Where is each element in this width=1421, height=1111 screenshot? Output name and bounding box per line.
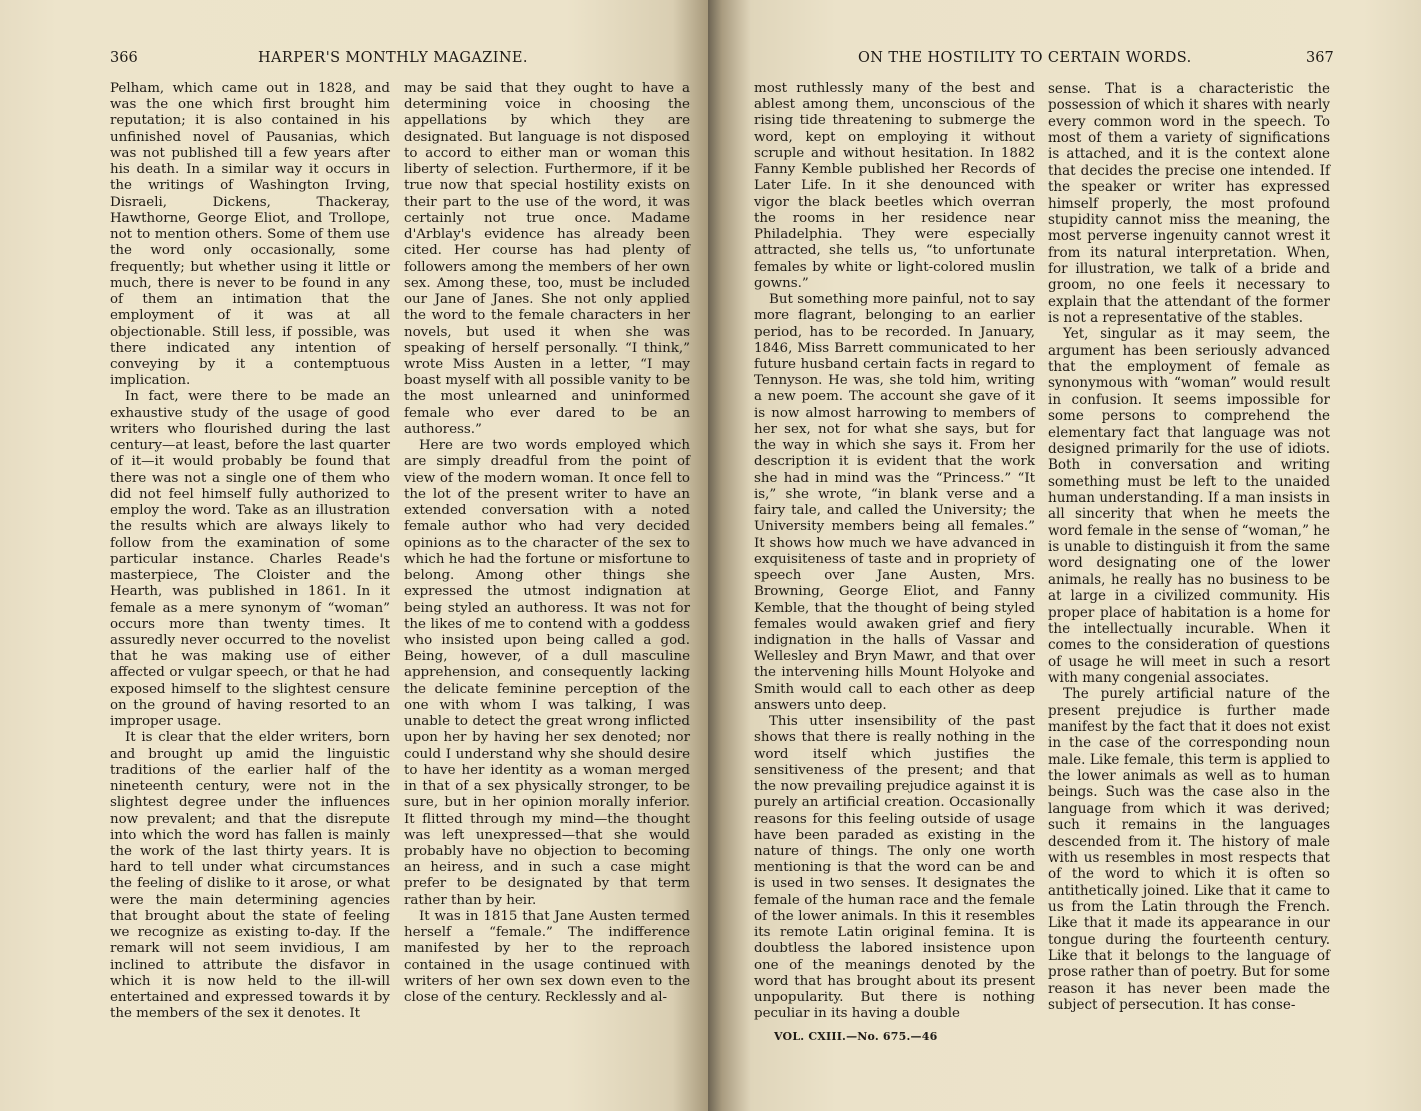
text-column-3 <box>754 81 1035 1023</box>
paragraph: Pelham, which came out in 1828, and was the one which first brought him reputation; it is also contained in his unfinished novel of Pausanias, which was not published till a few years after his death. In a similar way it occurs in the writings of Washington Irving, Disraeli, Dickens, Thackeray, Hawthorne, George Eliot, and Trollope, not to mention others. Some of them use the word only occasionally, some frequently; but whether using it little or much, there is never to be found in any of them an intimation that the employment of it was at all objectionable. Still less, if possible, was there indicated any intention of conveying by it a contemptuous implication. <box>110 81 390 389</box>
paragraph: may be said that they ought to have a determining voice in choosing the appellations by which they are designated. But language is not disposed to accord to either man or woman this liberty of selection. Furthermore, if it be true now that special hostility exists on their part to the use of the word, it was certainly not true once. Madame d'Arblay's evidence has already been cited. Her course has had plenty of followers among the members of her own sex. Among these, too, must be included our Jane of Janes. She not only applied the word to the female characters in her novels, but used it when she was speaking of herself personally. “I think,” wrote Miss Austen in a letter, “I may boast myself with all possible vanity to be the most unlearned and uninformed female who ever dared to be an authoress.” <box>404 81 690 437</box>
paragraph: Here are two words employed which are simply dreadful from the point of view of the modern woman. It once fell to the lot of the present writer to have an extended conversation with a noted female author who had very decided opinions as to the character of the sex to which he had the fortune or misfortune to belong. Among other things she expressed the utmost indignation at being styled an authoress. It was not for the likes of me to contend with a goddess who insisted upon being called a god. Being, however, of a dull masculine apprehension, and consequently lacking the delicate feminine perception of the one with whom I was talking, I was unable to detect the great wrong inflicted upon her by having her sex denoted; nor could I understand why she should desire to have her identity as a woman merged in that of a sex physically stronger, to be sure, but in her opinion morally inferior. It flitted through my mind—the thought was left unexpressed—that she would probably have no objection to becoming an heiress, and in such a case might prefer to be designated by that term rather than by heir. <box>404 438 690 908</box>
paragraph: It was in 1815 that Jane Austen termed herself a “female.” The indifference manifested by her to the reproach contained in the usage continued with writers of her own sex down even to the close of the century. Recklessly and al- <box>404 908 690 1006</box>
text-column-2 <box>404 81 690 1006</box>
left-page <box>0 0 708 1111</box>
paragraph: The purely artificial nature of the present prejudice is further made manifest by the fact that it does not exist in the case of the corresponding noun male. Like female, this term is applied to the lower animals as well as to human beings. Such was the case also in the language from which it was derived; such it remains in the languages descended from it. The history of male with us resembles in most respects that of the word to which it is often so antithetically joined. Like that it came to us from the Latin through the French. Like that it made its appearance in our tongue during the fourteenth century. Like that it belongs to the language of prose rather than of poetry. But for some reason it has never been made the subject of persecution. It has conse- <box>1048 686 1330 1014</box>
paragraph: sense. That is a characteristic the possession of which it shares with nearly every common word in the speech. To most of them a variety of significations is attached, and it is the context alone that decides the precise one intended. If the speaker or writer has expressed himself properly, the most profound stupidity cannot miss the meaning, the most perverse ingenuity cannot wrest it from its natural interpretation. When, for illustration, we talk of a bride and groom, no one feels it necessary to explain that the attendant of the former is not a representative of the stables. <box>1048 81 1330 327</box>
paragraph: most ruthlessly many of the best and ablest among them, unconscious of the rising tide threatening to submerge the word, kept on employing it without scruple and without hesitation. In 1882 Fanny Kemble published her Records of Later Life. In it she denounced with vigor the black beetles which overran the rooms in her residence near Philadelphia. They were especially attracted, she tells us, “to unfortunate females by white or light-colored muslin gowns.” <box>754 81 1035 291</box>
issue-footer: VOL. CXIII.—No. 675.—46 <box>774 1030 938 1043</box>
text-column-4 <box>1048 81 1330 1013</box>
page-number: 366 <box>110 50 138 66</box>
paragraph: But something more painful, not to say more flagrant, belonging to an earlier period, has to be recorded. In January, 1846, Miss Barrett communicated to her future husband certain facts in regard to Tennyson. He was, she told him, writing a new poem. The account she gave of it is now almost harrowing to members of her sex, not for what she says, but for the way in which she says it. From her description it is evident that the work she had in mind was the “Princess.” “It is,” she wrote, “in blank verse and a fairy tale, and called the University; the University members being all females.” It shows how much we have advanced in exquisiteness of taste and in propriety of speech over Jane Austen, Mrs. Browning, George Eliot, and Fanny Kemble, that the thought of being styled females would awaken grief and fiery indignation in the halls of Vassar and Wellesley and Bryn Mawr, and that over the intervening hills Mount Holyoke and Smith would call to each other as deep answers unto deep. <box>754 292 1035 713</box>
paragraph: Yet, singular as it may seem, the argument has been seriously advanced that the employment of female as synonymous with “woman” would result in confusion. It seems impossible for some persons to comprehend the elementary fact that language was not designed primarily for the use of idiots. Both in conversation and writing something must be left to the unaided human understanding. If a man insists in all sincerity that when he meets the word female in the sense of “woman,” he is unable to distinguish it from the same word designating one of the lower animals, he really has no business to be at large in a civilized community. His proper place of habitation is a home for the intellectually incurable. When it comes to the consideration of questions of usage he will meet in such a resort with many congenial associates. <box>1048 326 1330 686</box>
running-head: HARPER'S MONTHLY MAGAZINE. <box>258 50 528 66</box>
right-page <box>708 0 1421 1111</box>
text-column-1 <box>110 81 390 1023</box>
running-head: ON THE HOSTILITY TO CERTAIN WORDS. <box>858 50 1192 66</box>
paragraph: This utter insensibility of the past shows that there is really nothing in the word itself which justifies the sensitiveness of the present; and that the now prevailing prejudice against it is purely an artificial creation. Occasionally reasons for this feeling outside of usage have been paraded as existing in the nature of things. The only one worth mentioning is that the word can be and is used in two senses. It designates the female of the human race and the female of the lower animals. In this it resembles its remote Latin original femina. It is doubtless the labored insistence upon one of the meanings denoted by the word that has brought about its present unpopularity. But there is nothing peculiar in its having a double <box>754 714 1035 1022</box>
page-number: 367 <box>1306 50 1334 66</box>
paragraph: In fact, were there to be made an exhaustive study of the usage of good writers who flourished during the last century—at least, before the last quarter of it—it would probably be found that there was not a single one of them who did not feel himself fully authorized to employ the word. Take as an illustration the results which are always likely to follow from the examination of some particular instance. Charles Reade's masterpiece, The Cloister and the Hearth, was published in 1861. In it female as a mere synonym of “woman” occurs more than twenty times. It assuredly never occurred to the novelist that he was making use of either affected or vulgar speech, or that he had exposed himself to the slightest censure on the ground of having resorted to an improper usage. <box>110 389 390 730</box>
paragraph: It is clear that the elder writers, born and brought up amid the linguistic traditions of the earlier half of the nineteenth century, were not in the slightest degree under the influences now prevalent; and that the disrepute into which the word has fallen is mainly the work of the last thirty years. It is hard to tell under what circumstances the feeling of dislike to it arose, or what were the main determining agencies that brought about the state of feeling we recognize as existing to-day. If the remark will not seem invidious, I am inclined to attribute the disfavor in which it is now held to the ill-will entertained and expressed towards it by the members of the sex it denotes. It <box>110 730 390 1022</box>
